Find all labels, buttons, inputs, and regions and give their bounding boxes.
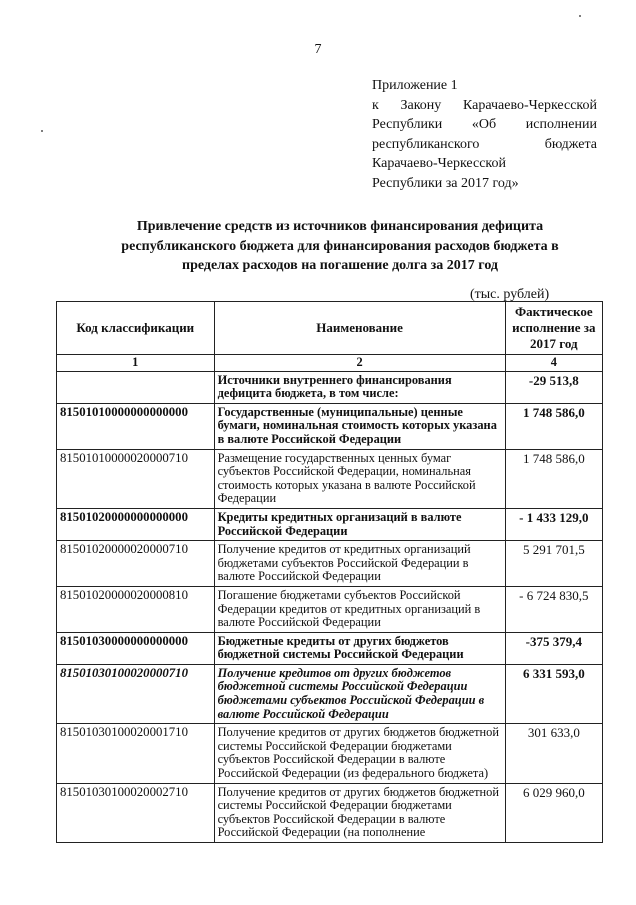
table-row (57, 664, 603, 723)
table-row (57, 541, 603, 587)
row-name-cell: Государственные (муниципальные) ценные бумаги, номинальная стоимость которых указана в валюте Российской Федерации (214, 403, 505, 449)
budget-sources-table (56, 301, 603, 843)
table-row (57, 449, 603, 508)
table-row (57, 724, 603, 783)
table-row (57, 783, 603, 842)
table-row (57, 371, 603, 403)
row-name-cell: Размещение государственных ценных бумаг субъектов Российской Федерации, номинальная стоимость которых указана в валюте Российской Федерации (214, 449, 505, 508)
header-code: Код классификации (57, 302, 215, 355)
row-name-cell: Кредиты кредитных организаций в валюте Российской Федерации (214, 508, 505, 540)
appendix-block (372, 76, 597, 193)
scan-speck (579, 15, 581, 17)
table-row (57, 586, 603, 632)
table-header-row (57, 302, 603, 355)
title-line-3: пределах расходов на погашение долга за 2017 год (182, 258, 498, 273)
appendix-line-6: Республики за 2017 год» (372, 175, 519, 191)
row-value-cell: 1 748 586,0 (505, 449, 602, 508)
row-code-cell (57, 371, 215, 403)
title-line-2: республиканского бюджета для финансирования расходов бюджета в (121, 238, 559, 254)
table-row (57, 403, 603, 449)
row-code-cell: 81501020000020000710 (57, 541, 215, 587)
row-name-cell: Получение кредитов от других бюджетов бюджетной системы Российской Федерации бюджетами субъектов Российской Федерации в валюте Российской Федерации (на пополнение (214, 783, 505, 842)
appendix-line-2: к Закону Карачаево-Черкесской (372, 97, 597, 113)
table-body (57, 371, 603, 842)
appendix-line-1: Приложение 1 (372, 78, 458, 93)
row-code-cell: 81501020000020000810 (57, 586, 215, 632)
row-code-cell: 81501010000020000710 (57, 449, 215, 508)
title-line-1: Привлечение средств из источников финансирования дефицита (136, 219, 544, 234)
appendix-line-3: Республики «Об исполнении (372, 117, 597, 132)
table-row (57, 632, 603, 664)
header-value: Фактическое исполнение за 2017 год (505, 302, 602, 355)
row-value-cell: 1 748 586,0 (505, 403, 602, 449)
table-row (57, 508, 603, 540)
row-name-cell: Получение кредитов от кредитных организаций бюджетами субъектов Российской Федерации в валюте Российской Федерации (214, 541, 505, 587)
row-code-cell: 81501030100020001710 (57, 724, 215, 783)
page-number: 7 (314, 42, 322, 57)
row-name-cell: Получение кредитов от других бюджетов бюджетной системы Российской Федерации бюджетами субъектов Российской Федерации в валюте Российской Федерации (214, 664, 505, 723)
row-code-cell: 81501010000000000000 (57, 403, 215, 449)
scan-speck (41, 130, 43, 132)
header-name: Наименование (214, 302, 505, 355)
row-value-cell: - 6 724 830,5 (505, 586, 602, 632)
row-value-cell: 5 291 701,5 (505, 541, 602, 587)
row-value-cell: -29 513,8 (505, 371, 602, 403)
column-number: 2 (214, 355, 505, 372)
row-value-cell: - 1 433 129,0 (505, 508, 602, 540)
document-title (60, 217, 620, 276)
column-number: 1 (57, 355, 215, 372)
column-number-row (57, 355, 603, 372)
row-code-cell: 81501030100020002710 (57, 783, 215, 842)
row-value-cell: 6 331 593,0 (505, 664, 602, 723)
row-value-cell: -375 379,4 (505, 632, 602, 664)
units-label: (тыс. рублей) (470, 287, 550, 302)
row-code-cell: 81501020000000000000 (57, 508, 215, 540)
row-code-cell: 81501030100020000710 (57, 664, 215, 723)
row-name-cell: Источники внутреннего финансирования дефицита бюджета, в том числе: (214, 371, 505, 403)
row-value-cell: 301 633,0 (505, 724, 602, 783)
row-value-cell: 6 029 960,0 (505, 783, 602, 842)
column-number: 4 (505, 355, 602, 372)
row-name-cell: Получение кредитов от других бюджетов бюджетной системы Российской Федерации бюджетами субъектов Российской Федерации в валюте Российской Федерации (из федерального бюджета) (214, 724, 505, 783)
row-name-cell: Бюджетные кредиты от других бюджетов бюджетной системы Российской Федерации (214, 632, 505, 664)
appendix-line-5: Карачаево-Черкесской (372, 156, 507, 171)
row-code-cell: 81501030000000000000 (57, 632, 215, 664)
row-name-cell: Погашение бюджетами субъектов Российской Федерации кредитов от кредитных организаций в валюте Российской Федерации (214, 586, 505, 632)
appendix-line-4: республиканского бюджета (372, 136, 597, 152)
